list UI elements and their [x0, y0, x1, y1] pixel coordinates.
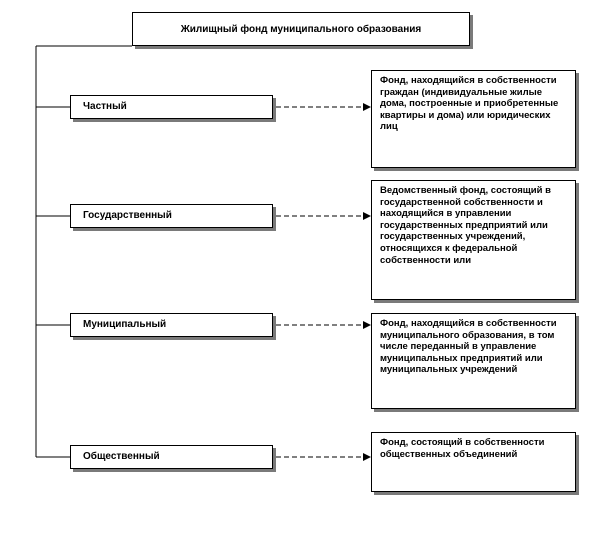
description-box-municipal — [371, 313, 576, 409]
category-box-municipal — [70, 313, 273, 337]
category-label-public: Общественный — [83, 451, 160, 462]
description-box-public — [371, 432, 576, 492]
description-text-state: Ведомственный фонд, состоящий в государственной собственности и находящийся в управлении государственных предприятий или государственных учреждений, относящихся к федеральной собственности или — [380, 185, 551, 266]
diagram-title-box — [132, 12, 470, 46]
category-label-municipal: Муниципальный — [83, 319, 167, 330]
category-box-private — [70, 95, 273, 119]
description-box-state — [371, 180, 576, 300]
description-box-private — [371, 70, 576, 168]
diagram-title: Жилищный фонд муниципального образования — [180, 24, 422, 35]
category-label-private: Частный — [83, 101, 127, 112]
category-box-state — [70, 204, 273, 228]
category-label-state: Государственный — [83, 210, 172, 221]
description-text-municipal: Фонд, находящийся в собственности муниципального образования, в том числе переданный в управление муниципальных предприятий или муниципальных учреждений — [380, 318, 557, 376]
description-text-public: Фонд, состоящий в собственности общественных объединений — [380, 437, 545, 460]
description-text-private: Фонд, находящийся в собственности граждан (индивидуальные жилые дома, построенные и приобретенные квартиры и дома) или юридических лиц — [380, 75, 559, 133]
category-box-public — [70, 445, 273, 469]
